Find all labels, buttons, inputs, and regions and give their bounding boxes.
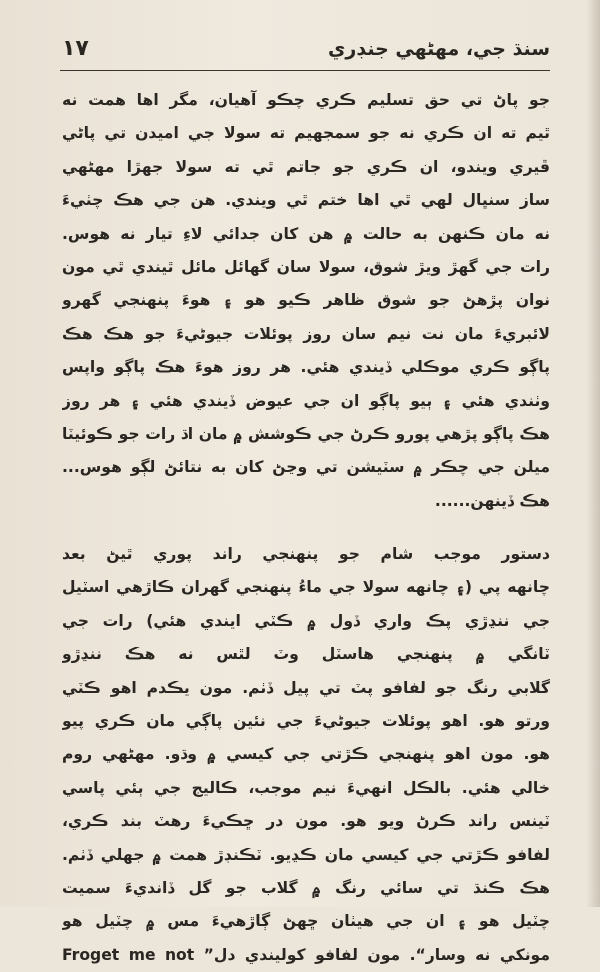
text-line: ٽانگي ۾ پنهنجي هاسٽل وٽ لٿس نه هڪ ننڍڙو	[62, 645, 550, 664]
page-number: ١٧	[62, 36, 89, 61]
text-line: هڪ ڪنڌ تي سائي رنگ ۾ گلاب جو گل ڏانديءَ سميت	[62, 878, 550, 897]
text-line: لائبريءَ مان نت نيم سان روز پوئلات جيوڻيءَ جو هڪ هڪ	[62, 324, 550, 343]
text-line: هڪ پاڳو پڙهي پورو ڪرڻ جي ڪوشش ۾ مان اڌ رات جو ڪوئيٽا	[62, 424, 550, 443]
text-line: خالي هئي. بالڪل انهيءَ نيم موجب، ڪاليج جي ٻئي پاسي	[62, 778, 550, 797]
body-text	[62, 84, 550, 972]
text-line: ورتو هو. اهو پوئلات جيوڻيءَ جي نئين پاڳي مان ڪري پيو	[62, 712, 550, 731]
text-line: جو پاڻ تي حق تسليم ڪري چڪو آهيان، مگر اها همت نه	[62, 91, 550, 109]
text-line: هڪ ڏينهن......	[434, 491, 550, 510]
text-line: هو. مون اهو پنهنجي ڪڙتي جي کيسي ۾ وڌو. مهڻهي روم	[62, 745, 550, 764]
paragraph-1	[62, 84, 550, 518]
header-rule	[60, 70, 550, 71]
text-line: گلابي رنگ جو لفافو پٽ تي پيل ڏٺم. مون يڪدم اهو ڪٽي	[62, 678, 550, 697]
page-header	[60, 36, 550, 70]
text-line: چٽيل هو ۽ ان جي هيٺان ڇهڻ ڳاڙهيءَ مس ۾ چٽيل هو	[62, 912, 550, 931]
text-line: ساز سنڀال لهي ٿي اها ختم ٿي ويندي. هن جي هڪ چٺيءَ	[62, 191, 550, 210]
text-line: چانهه پي (۽ چانهه سولا جي ماءُ پنهنجي گهران ڪاڙهي اسٽيل	[62, 578, 550, 597]
text-line: ٽينس راند ڪرڻ ويو هو. مون در ڇڪيءَ رهٽ بند ڪري،	[62, 812, 550, 831]
text-line: وٺندي هئي ۽ ٻيو پاڳو ان جي عيوض ڏيندي هئي ۽ هر روز	[62, 391, 550, 410]
page-gutter-shadow	[586, 0, 600, 907]
text-line: دستور موجب شام جو پنهنجي راند پوري ٿيڻ بعد	[62, 545, 550, 564]
paragraph-gap	[62, 518, 550, 538]
text-line: ڦيري ويندو، ان ڪري جو جاتم ٿي ته سولا جهڙا مهڻهي	[62, 157, 550, 176]
text-line: لفافو ڪڙتي جي کيسي مان ڪڍيو. ٽڪنڊڙ همت ۾ جهلي ڏٺم.	[62, 845, 550, 864]
text-line: رات جي گهڙ ويڙ شوق، سولا سان گهائل مائل ٿيندي ٿي مون	[62, 257, 550, 276]
text-line: Froget me not ”مونکي نه وسار“. مون لفافو کوليندي دل	[62, 945, 550, 964]
text-line: ميلن جي چڪر ۾ سٽيشن تي وڃڻ کان به نتائڻ لڳو هوس...	[62, 458, 550, 477]
text-line: نوان پڙهڻ جو شوق ظاهر ڪيو هو ۽ هوءَ پنهنجي گهرو	[62, 291, 550, 310]
text-line: ٿيم ته ان ڪري نه جو سمجهيم ته سولا جي اميدن تي پاڻي	[62, 124, 550, 143]
running-title: سنڌ جي، مهڻهي جنڊري	[328, 38, 550, 60]
text-line: پاڳو ڪري موڪلي ڏيندي هئي. هر روز هوءَ هڪ پاڳو واپس	[62, 358, 550, 377]
text-line: جي ننڍڙي پڪ واري ڏول ۾ ڪٽي ايندي هئي) رات جي	[62, 611, 550, 630]
text-line: نه مان ڪنهن به حالت ۾ هن کان جدائي لاءِ تيار نه هوس.	[62, 224, 550, 243]
